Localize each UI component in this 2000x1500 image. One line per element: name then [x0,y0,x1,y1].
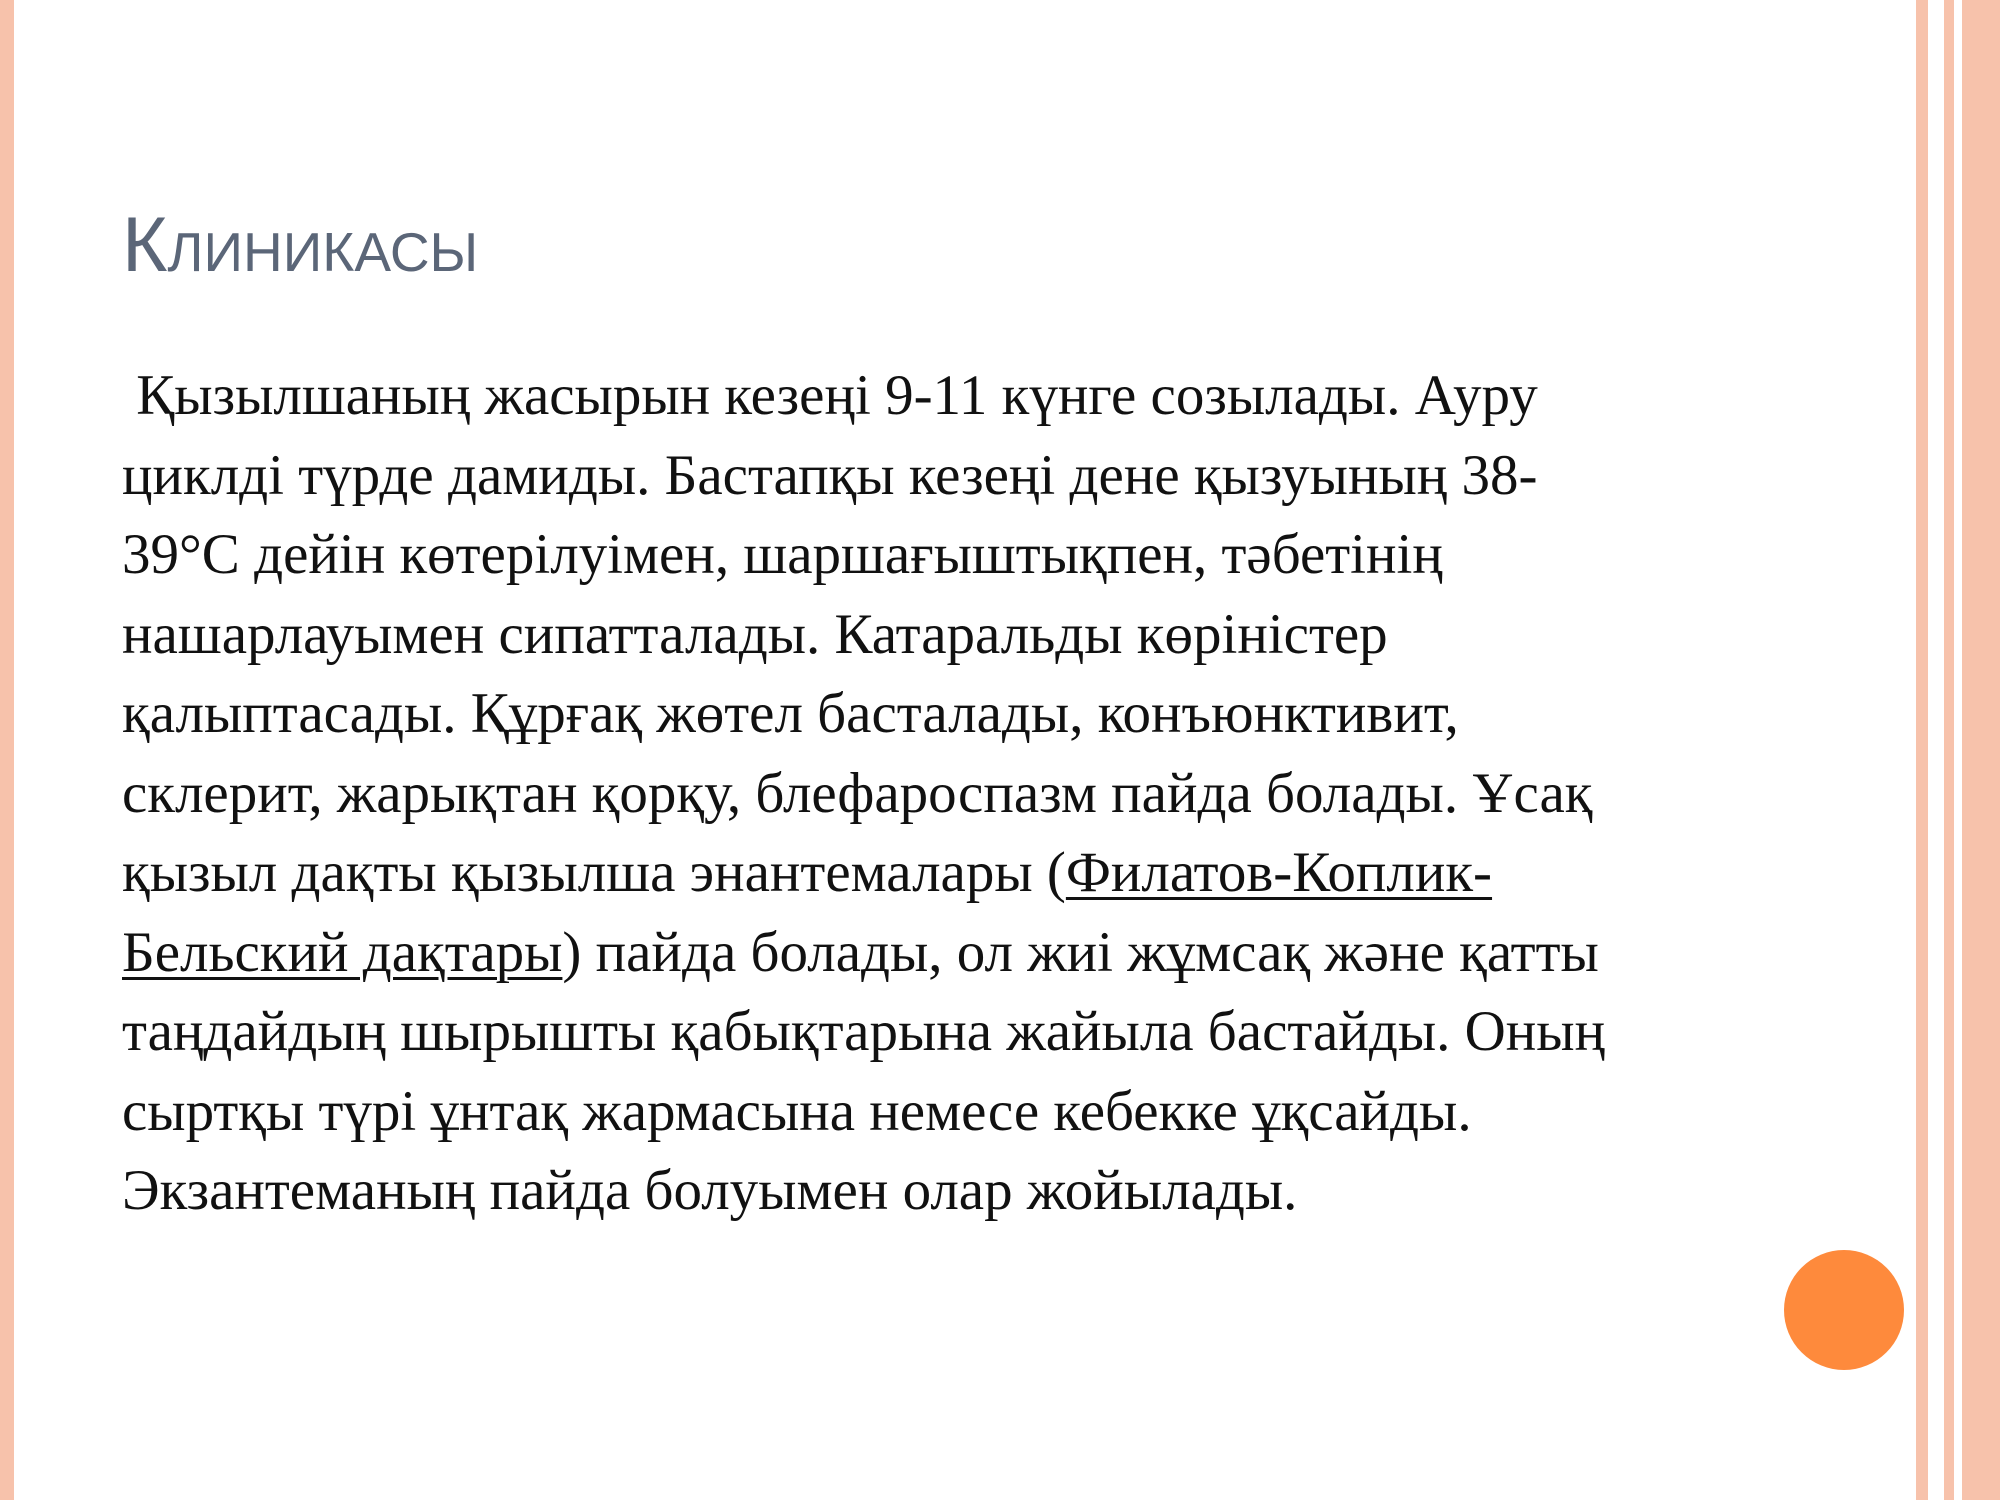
body-line: 39°С дейін көтерілуімен, шаршағыштықпен, тәбетінің [122,523,1443,586]
filatov-koplik-link[interactable]: Филатов-Коплик- [1065,841,1493,904]
body-line: таңдайдың шырышты қабықтарына жайыла бастайды. Оның [122,1000,1606,1063]
body-line: нашарлауымен сипатталады. Катаральды көріністер [122,602,1388,666]
body-line [122,913,1882,993]
body-line: сыртқы түрі ұнтақ жармасына немесе кебекке ұқсайды. [122,1079,1472,1143]
body-text-segment: қызыл дақты қызылша энантемалары ( [122,841,1066,904]
left-border-stripe [0,0,14,1500]
body-line: Қызылшаның жасырын кезеңі 9-11 күнге созылады. Ауру [122,364,1538,427]
right-border-stripe [1916,0,1928,1500]
body-line: циклді түрде дамиды. Бастапқы кезеңі дене қызуының 38- [122,443,1538,507]
right-border-stripe [1962,0,2000,1500]
belsky-spots-link[interactable]: Бельский дақтары [122,920,563,984]
slide-body-text [122,356,1882,1231]
right-border-stripe [1944,0,1954,1500]
body-line [122,833,1882,913]
body-line: склерит, жарықтан қорқу, блефароспазм пайда болады. Ұсақ [122,761,1593,825]
body-line: Экзантеманың пайда болуымен олар жойылады. [122,1159,1298,1222]
body-text-segment: ) пайда болады, ол жиі жұмсақ және қатты [562,920,1599,984]
decorative-orange-circle [1784,1250,1904,1370]
slide-title: Клиникасы [122,200,479,288]
body-line: қалыптасады. Құрғақ жөтел басталады, конъюнктивит, [122,682,1459,745]
